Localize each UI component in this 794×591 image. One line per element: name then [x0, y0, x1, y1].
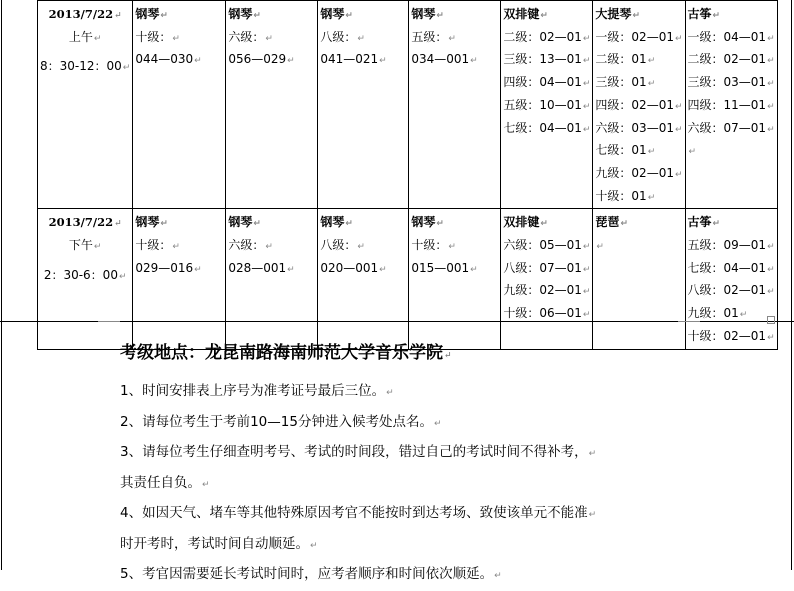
grade-line: 十级：01↵: [595, 188, 656, 203]
empty-cell: [777, 1, 782, 209]
instrument-name: 琵琶↵: [595, 215, 628, 230]
exam-group-cell: [685, 209, 777, 349]
grade-line: 056—029↵: [228, 52, 295, 67]
grade-line: 四级：04—01↵: [503, 75, 591, 90]
grade-line: 五级：↵: [411, 29, 456, 44]
grade-line: 七级：04—01↵: [687, 260, 775, 275]
grade-line: 八级：↵: [320, 238, 365, 253]
grade-line: 四级：11—01↵: [687, 97, 775, 112]
note-line: 1、时间安排表上序号为准考证号最后三位。↵: [120, 383, 394, 399]
session-date: 2013/7/22↵: [48, 215, 122, 230]
session-hours: 8：30-12：00↵: [40, 59, 131, 74]
grade-line: 十级：↵: [135, 238, 180, 253]
instrument-name: 钢琴↵: [228, 7, 261, 21]
exam-group-cell: [226, 1, 318, 209]
grade-line: 六级：05—01↵: [503, 238, 591, 253]
crop-mark: [98, 316, 120, 322]
instrument-name: 钢琴↵: [228, 215, 261, 230]
session-date: 2013/7/22↵: [48, 7, 122, 21]
schedule-row: [38, 1, 782, 209]
crop-mark: [678, 316, 700, 322]
exam-group-cell: [133, 209, 226, 349]
instrument-name: 钢琴↵: [411, 215, 444, 230]
exam-group-cell: [409, 209, 501, 349]
grade-line: 十级：↵: [411, 238, 456, 253]
grade-line: 029—016↵: [135, 260, 202, 275]
grade-line: 三级：03—01↵: [687, 75, 775, 90]
exam-group-cell: [318, 1, 409, 209]
grade-line: 七级：04—01↵: [503, 120, 591, 135]
grade-line: 015—001↵: [411, 260, 478, 275]
grade-line: 五级：10—01↵: [503, 97, 591, 112]
grade-line: 三级：01↵: [595, 75, 656, 90]
session-hours: 2：30-6：00↵: [43, 267, 127, 282]
instrument-name: 钢琴↵: [320, 7, 353, 21]
grade-line: 九级：02—01↵: [595, 165, 683, 180]
grade-line: 028—001↵: [228, 260, 295, 275]
instrument-name: 大提琴↵: [595, 7, 640, 21]
exam-group-cell: [593, 209, 685, 349]
grade-line: 二级：01↵: [595, 52, 656, 67]
instrument-name: 钢琴↵: [320, 215, 353, 230]
grade-line: 三级：13—01↵: [503, 52, 591, 67]
instrument-name: 钢琴↵: [135, 215, 168, 230]
grade-line: 九级：01↵: [687, 306, 748, 321]
grade-line: 二级：02—01↵: [687, 52, 775, 67]
instrument-name: 钢琴↵: [135, 7, 168, 21]
grade-line: ↵: [596, 242, 604, 253]
exam-group-cell: [593, 1, 685, 209]
grade-line: 六级：07—01↵: [687, 120, 775, 135]
grade-line: 020—001↵: [320, 260, 387, 275]
note-line: 4、如因天气、堵车等其他特殊原因考官不能按时到达考场、致使该单元不能准↵: [120, 505, 597, 521]
instrument-name: 古筝↵: [687, 7, 721, 21]
grade-line: 四级：02—01↵: [595, 97, 683, 112]
exam-group-cell: [133, 1, 226, 209]
grade-line: 034—001↵: [411, 52, 478, 67]
grade-line: 一级：04—01↵: [687, 29, 775, 44]
exam-group-cell: [501, 1, 593, 209]
grade-line: 八级：07—01↵: [503, 260, 591, 275]
grade-line: 八级：↵: [320, 29, 365, 44]
grade-line: 五级：09—01↵: [687, 238, 775, 253]
exam-group-cell: [409, 1, 501, 209]
note-line: 时开考时，考试时间自动顺延。↵: [120, 535, 318, 552]
instrument-name: 钢琴↵: [411, 7, 444, 21]
exam-group-cell: [501, 209, 593, 349]
empty-cell: [777, 209, 782, 349]
exam-location-title: 考级地点：龙昆南路海南师范大学音乐学院↵: [120, 343, 452, 363]
session-period: 下午↵: [68, 238, 102, 253]
grade-line: 044—030↵: [135, 52, 202, 67]
exam-group-cell: [318, 209, 409, 349]
crop-mark: [767, 316, 775, 324]
instrument-name: 双排键↵: [503, 7, 548, 21]
exam-group-cell: [685, 1, 777, 209]
schedule-row: [38, 209, 782, 349]
notes-list: [120, 377, 780, 591]
session-period: 上午↵: [68, 29, 102, 44]
grade-line: 十级：02—01↵: [687, 328, 775, 343]
instrument-name: 双排键↵: [503, 215, 548, 230]
grade-line: 八级：02—01↵: [687, 283, 775, 298]
note-line: 3、请每位考生仔细查明考号、考试的时间段，错过自己的考试时间不得补考，↵: [120, 444, 597, 460]
grade-line: 九级：02—01↵: [503, 283, 591, 298]
grade-line: 七级：01↵: [595, 143, 656, 158]
grade-line: 二级：02—01↵: [503, 29, 591, 44]
note-line: 5、考官因需要延长考试时间时，应考者顺序和时间依次顺延。↵: [120, 566, 502, 582]
session-time-cell: [38, 1, 133, 209]
grade-line: ↵: [688, 147, 697, 158]
exam-group-cell: [226, 209, 318, 349]
instrument-name: 古筝↵: [687, 215, 721, 230]
grade-line: 一级：02—01↵: [595, 29, 683, 44]
grade-line: 六级：03—01↵: [595, 120, 683, 135]
note-line: 2、请每位考生于考前10—15分钟进入候考处点名。↵: [120, 413, 442, 430]
note-line: 其责任自负。↵: [120, 474, 210, 491]
grade-line: 041—021↵: [320, 52, 387, 67]
grade-line: 六级：↵: [228, 29, 273, 44]
grade-line: 十级：↵: [135, 29, 180, 44]
page-right-edge: [791, 0, 792, 570]
exam-notes: [120, 338, 780, 591]
grade-line: 十级：06—01↵: [503, 306, 591, 321]
page-left-edge: [1, 0, 2, 570]
session-time-cell: [38, 209, 133, 349]
exam-schedule-table: [37, 0, 782, 350]
grade-line: 六级：↵: [228, 238, 273, 253]
